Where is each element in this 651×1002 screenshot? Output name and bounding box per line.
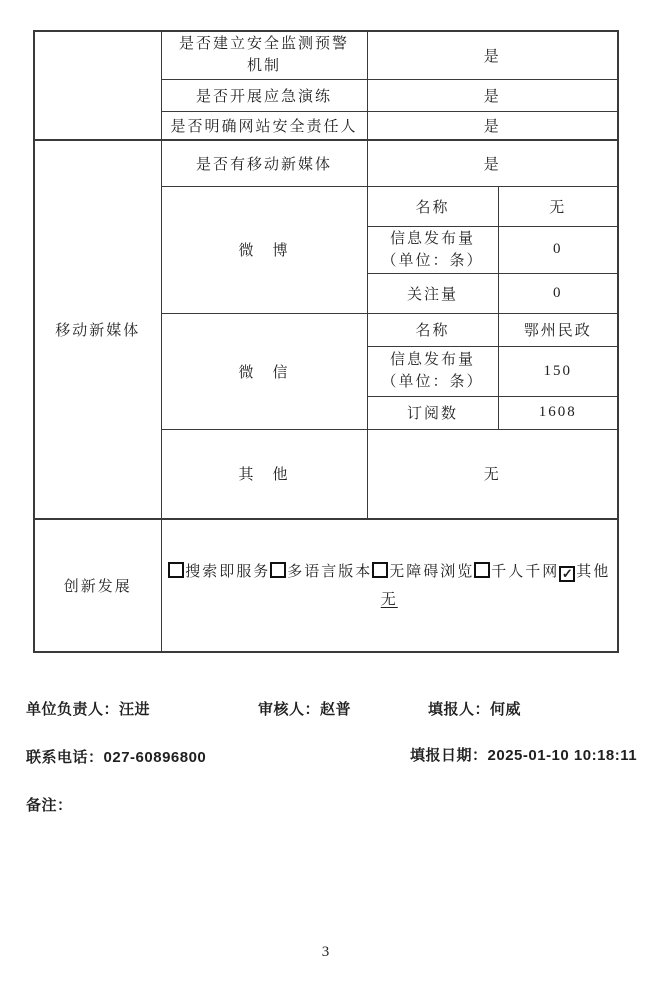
section-label-mobile-media: 移动新媒体 <box>34 140 161 519</box>
option-label: 搜索即服务 <box>185 563 271 580</box>
remarks-field: 备注： <box>26 797 73 814</box>
category-cell-empty <box>34 31 161 140</box>
filler-label: 填报人： <box>428 701 491 718</box>
wechat-name-value: 鄂州民政 <box>498 313 618 346</box>
page-number: 3 <box>321 944 330 960</box>
reviewer-label: 审核人： <box>258 701 321 718</box>
checkbox-unchecked-icon[interactable] <box>168 562 184 578</box>
innovation-option-multilingual[interactable] <box>270 564 372 580</box>
table-row <box>34 140 618 186</box>
reviewer-value: 赵普 <box>320 701 352 718</box>
option-label: 多语言版本 <box>287 563 373 580</box>
posts-label-line1: 信息发布量 <box>389 230 475 247</box>
contact-phone-label: 联系电话： <box>26 749 104 766</box>
unit-head-field <box>26 698 150 719</box>
weibo-posts-label <box>367 226 498 273</box>
answer-has-mobile-media: 是 <box>367 140 618 186</box>
checkbox-unchecked-icon[interactable] <box>270 562 286 578</box>
weibo-followers-label: 关注量 <box>367 273 498 313</box>
posts-label-line1: 信息发布量 <box>389 352 475 368</box>
contact-phone-value: 027-60896800 <box>103 749 207 766</box>
answer-emergency-drill: 是 <box>367 79 618 111</box>
option-label: 无障碍浏览 <box>389 563 475 580</box>
weibo-name-value: 无 <box>498 186 618 226</box>
question-emergency-drill: 是否开展应急演练 <box>161 79 367 111</box>
unit-head-label: 单位负责人： <box>26 701 120 718</box>
wechat-label: 微 信 <box>161 313 367 429</box>
other-media-label: 其 他 <box>161 429 367 519</box>
posts-label-line2: （单位：条） <box>381 374 484 390</box>
weibo-followers-value: 0 <box>498 273 618 313</box>
checkbox-unchecked-icon[interactable] <box>474 562 490 578</box>
innovation-option-personalized[interactable] <box>474 564 559 580</box>
answer-security-warning-mechanism: 是 <box>367 31 618 79</box>
wechat-name-label: 名称 <box>367 313 498 346</box>
wechat-subscribers-label: 订阅数 <box>367 396 498 429</box>
weibo-posts-value: 0 <box>498 226 618 273</box>
wechat-posts-value: 150 <box>498 346 618 396</box>
table-row <box>34 31 618 79</box>
innovation-option-search-service[interactable] <box>168 564 270 580</box>
report-date-field <box>410 744 637 765</box>
report-date-value: 2025-01-10 10:18:11 <box>487 747 638 764</box>
report-date-label: 填报日期： <box>410 747 488 764</box>
innovation-option-other[interactable] <box>559 564 610 580</box>
contact-phone-field <box>26 746 206 767</box>
filler-value: 何威 <box>490 701 522 718</box>
checkbox-checked-icon[interactable]: ✓ <box>559 566 575 582</box>
checkbox-unchecked-icon[interactable] <box>372 562 388 578</box>
innovation-options-cell <box>161 519 618 652</box>
posts-label-line2: （单位：条） <box>381 252 484 269</box>
question-has-mobile-media: 是否有移动新媒体 <box>161 140 367 186</box>
option-label: 其他 <box>576 563 611 580</box>
question-security-responsible-person: 是否明确网站安全责任人 <box>161 111 367 140</box>
wechat-posts-label <box>367 346 498 396</box>
reviewer-field <box>258 698 351 719</box>
option-label: 千人千网 <box>491 563 560 580</box>
innovation-option-accessibility[interactable] <box>372 564 474 580</box>
weibo-name-label: 名称 <box>367 186 498 226</box>
unit-head-value: 汪进 <box>119 701 151 718</box>
innovation-other-value: 无 <box>380 591 398 608</box>
answer-security-responsible-person: 是 <box>367 111 618 140</box>
wechat-subscribers-value: 1608 <box>498 396 618 429</box>
annual-report-table <box>33 30 619 653</box>
weibo-label: 微 博 <box>161 186 367 313</box>
table-row <box>34 519 618 652</box>
innovation-other-line <box>162 586 618 614</box>
question-line2: 机制 <box>246 58 281 75</box>
section-label-innovation: 创新发展 <box>34 519 161 652</box>
question-line1: 是否建立安全监测预警 <box>178 36 349 53</box>
other-media-value: 无 <box>367 429 618 519</box>
filler-field <box>428 698 521 719</box>
question-security-warning-mechanism <box>161 31 367 79</box>
